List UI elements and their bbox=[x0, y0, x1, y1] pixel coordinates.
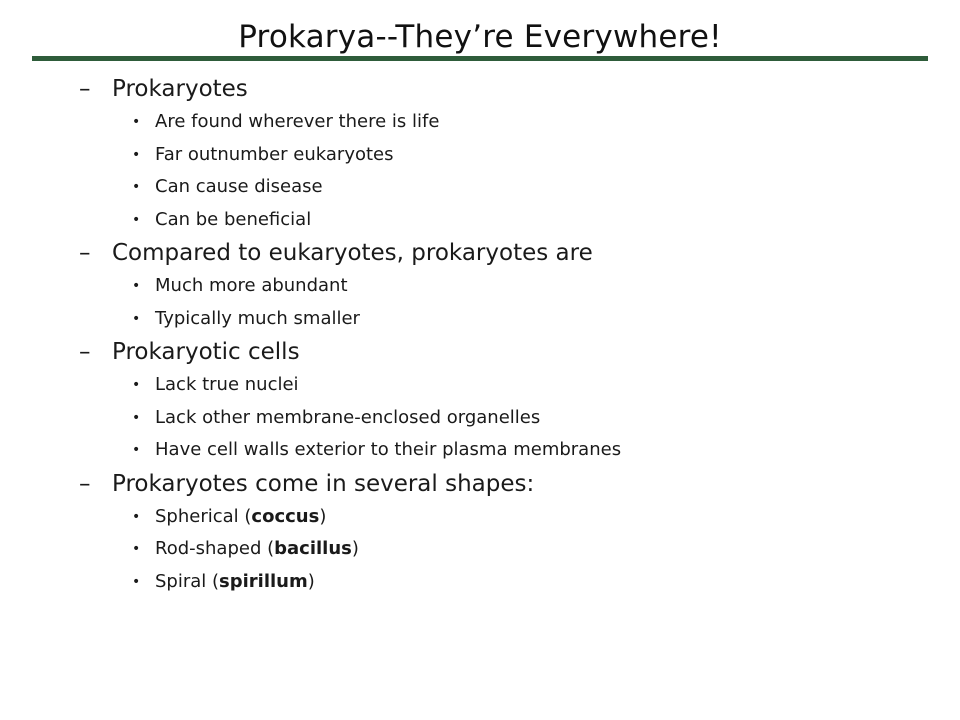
dash-marker: – bbox=[79, 76, 91, 102]
list-item-text-pre: Rod-shaped ( bbox=[155, 538, 275, 559]
bullet-list bbox=[0, 72, 960, 598]
list-item-text: Have cell walls exterior to their plasma membranes bbox=[155, 439, 622, 460]
list-item-text: Far outnumber eukaryotes bbox=[155, 143, 394, 165]
section-heading-text: Prokaryotes bbox=[112, 76, 248, 102]
term-bold: coccus bbox=[251, 505, 320, 527]
bullet-marker: • bbox=[132, 179, 141, 195]
list-item bbox=[0, 171, 960, 204]
list-item-text: Can be beneficial bbox=[155, 208, 312, 230]
list-item-text: Can cause disease bbox=[155, 176, 323, 197]
section-heading bbox=[0, 236, 960, 270]
bullet-marker: • bbox=[132, 211, 141, 228]
dash-marker: – bbox=[79, 339, 91, 365]
term-bold: spirillum bbox=[219, 570, 308, 592]
list-item bbox=[0, 402, 960, 435]
list-item bbox=[0, 434, 960, 467]
list-item bbox=[0, 501, 960, 534]
list-item bbox=[0, 139, 960, 172]
list-item-text bbox=[155, 501, 326, 534]
list-item-text-post: ) bbox=[307, 570, 315, 592]
bullet-marker: • bbox=[132, 409, 141, 426]
list-item bbox=[0, 270, 960, 303]
list-item bbox=[0, 369, 960, 402]
list-item-text-pre: Spiral ( bbox=[155, 570, 220, 592]
list-item-text bbox=[155, 533, 359, 566]
list-item-text: Much more abundant bbox=[155, 275, 348, 296]
list-item-text bbox=[155, 566, 315, 599]
list-item-text-post: ) bbox=[351, 538, 359, 559]
dash-marker: – bbox=[79, 240, 91, 266]
list-item-text: Are found wherever there is life bbox=[155, 111, 440, 132]
term-bold: bacillus bbox=[274, 538, 352, 559]
section-heading bbox=[0, 335, 960, 369]
bullet-marker: • bbox=[132, 442, 141, 458]
section-heading-text: Prokaryotes come in several shapes: bbox=[112, 470, 535, 497]
list-item-text-pre: Spherical ( bbox=[155, 505, 252, 527]
section-heading bbox=[0, 72, 960, 106]
bullet-marker: • bbox=[132, 508, 141, 525]
bullet-marker: • bbox=[132, 541, 141, 557]
bullet-marker: • bbox=[132, 278, 141, 294]
bullet-marker: • bbox=[132, 146, 141, 163]
slide-title: Prokarya--They’re Everywhere! bbox=[238, 19, 722, 55]
list-item-text-post: ) bbox=[319, 505, 327, 527]
list-item-text: Lack true nuclei bbox=[155, 374, 299, 395]
list-item bbox=[0, 303, 960, 336]
dash-marker: – bbox=[79, 470, 91, 497]
bullet-marker: • bbox=[132, 310, 141, 327]
section-heading-text: Prokaryotic cells bbox=[112, 339, 300, 365]
title-underline bbox=[32, 56, 928, 61]
list-item bbox=[0, 204, 960, 237]
list-item bbox=[0, 533, 960, 566]
section-heading-text: Compared to eukaryotes, prokaryotes are bbox=[112, 240, 593, 266]
list-item-text: Typically much smaller bbox=[155, 307, 360, 329]
bullet-marker: • bbox=[132, 114, 141, 130]
list-item bbox=[0, 566, 960, 599]
section-heading bbox=[0, 467, 960, 501]
list-item bbox=[0, 106, 960, 139]
bullet-marker: • bbox=[132, 377, 141, 393]
list-item-text: Lack other membrane-enclosed organelles bbox=[155, 406, 541, 428]
bullet-marker: • bbox=[132, 573, 141, 590]
